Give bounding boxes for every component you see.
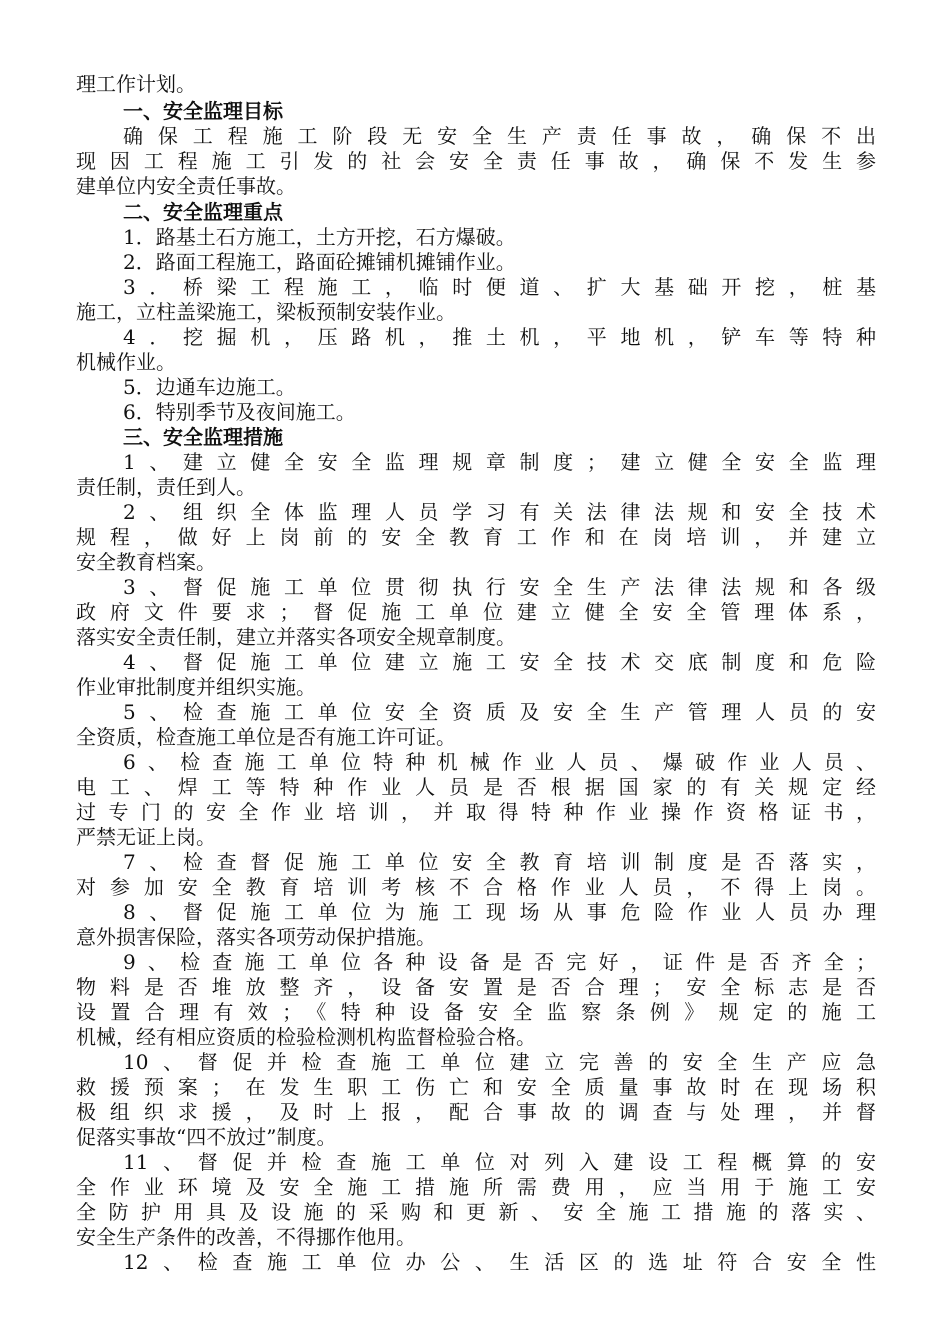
text-line: 5、检查施工单位安全资质及安全生产管理人员的安: [123, 700, 876, 724]
text-line: 全防护用具及设施的采购和更新、安全施工措施的落实、: [76, 1200, 876, 1224]
text-line: 严禁无证上岗。: [76, 825, 216, 849]
text-line: 施工，立柱盖梁施工，梁板预制安装作业。: [76, 300, 456, 324]
text-line: 7、检查督促施工单位安全教育培训制度是否落实，: [123, 850, 876, 874]
text-line: 过专门的安全作业培训，并取得特种作业操作资格证书，: [76, 800, 876, 824]
text-line: 理工作计划。: [76, 72, 196, 96]
text-line: 安全教育档案。: [76, 550, 216, 574]
text-line: 2、组织全体监理人员学习有关法律法规和安全技术: [123, 500, 876, 524]
text-line: 3．桥梁工程施工，临时便道、扩大基础开挖，桩基: [123, 275, 876, 299]
text-line: 全资质，检查施工单位是否有施工许可证。: [76, 725, 456, 749]
text-line: 5．边通车边施工。: [123, 375, 296, 399]
text-line: 2．路面工程施工，路面砼摊铺机摊铺作业。: [123, 250, 516, 274]
text-line: 政府文件要求；督促施工单位建立健全安全管理体系，: [76, 600, 876, 624]
text-line: 促落实事故“四不放过”制度。: [76, 1125, 337, 1149]
text-line: 极组织求援，及时上报，配合事故的调查与处理，并督: [76, 1100, 876, 1124]
text-line: 1．路基土石方施工，土方开挖，石方爆破。: [123, 225, 516, 249]
text-line: 设置合理有效；《特种设备安全监察条例》规定的施工: [76, 1000, 876, 1024]
text-line: 建单位内安全责任事故。: [76, 174, 296, 198]
text-line: 救援预案；在发生职工伤亡和安全质量事故时在现场积: [76, 1075, 876, 1099]
text-line: 1、建立健全安全监理规章制度；建立健全安全监理: [123, 450, 876, 474]
text-line: 电工、焊工等特种作业人员是否根据国家的有关规定经: [76, 775, 876, 799]
text-line: 物料是否堆放整齐，设备安置是否合理；安全标志是否: [76, 975, 876, 999]
text-line: 4．挖掘机，压路机，推土机，平地机，铲车等特种: [123, 325, 876, 349]
text-line: 10、督促并检查施工单位建立完善的安全生产应急: [123, 1050, 876, 1074]
section-heading: 三、安全监理措施: [123, 425, 283, 449]
text-line: 机械，经有相应资质的检验检测机构监督检验合格。: [76, 1025, 536, 1049]
text-line: 作业审批制度并组织实施。: [76, 675, 316, 699]
text-line: 安全生产条件的改善，不得挪作他用。: [76, 1225, 416, 1249]
text-line: 现因工程施工引发的社会安全责任事故，确保不发生参: [76, 149, 876, 173]
text-line: 3、督促施工单位贯彻执行安全生产法律法规和各级: [123, 575, 876, 599]
text-line: 规程，做好上岗前的安全教育工作和在岗培训，并建立: [76, 525, 876, 549]
text-line: 责任制，责任到人。: [76, 475, 256, 499]
text-line: 12、检查施工单位办公、生活区的选址符合安全性: [123, 1250, 876, 1274]
text-line: 对参加安全教育培训考核不合格作业人员，不得上岗。: [76, 875, 876, 899]
text-line: 全作业环境及安全施工措施所需费用，应当用于施工安: [76, 1175, 876, 1199]
text-line: 11、督促并检查施工单位对列入建设工程概算的安: [123, 1150, 876, 1174]
text-line: 6．特别季节及夜间施工。: [123, 400, 356, 424]
text-line: 8、督促施工单位为施工现场从事危险作业人员办理: [123, 900, 876, 924]
section-heading: 二、安全监理重点: [123, 200, 283, 224]
text-line: 确保工程施工阶段无安全生产责任事故，确保不出: [123, 124, 876, 148]
text-line: 9、检查施工单位各种设备是否完好，证件是否齐全；: [123, 950, 876, 974]
text-line: 6、检查施工单位特种机械作业人员、爆破作业人员、: [123, 750, 876, 774]
text-line: 意外损害保险，落实各项劳动保护措施。: [76, 925, 436, 949]
text-line: 落实安全责任制，建立并落实各项安全规章制度。: [76, 625, 516, 649]
text-line: 4、督促施工单位建立施工安全技术交底制度和危险: [123, 650, 876, 674]
section-heading: 一、安全监理目标: [123, 99, 283, 123]
text-line: 机械作业。: [76, 350, 176, 374]
